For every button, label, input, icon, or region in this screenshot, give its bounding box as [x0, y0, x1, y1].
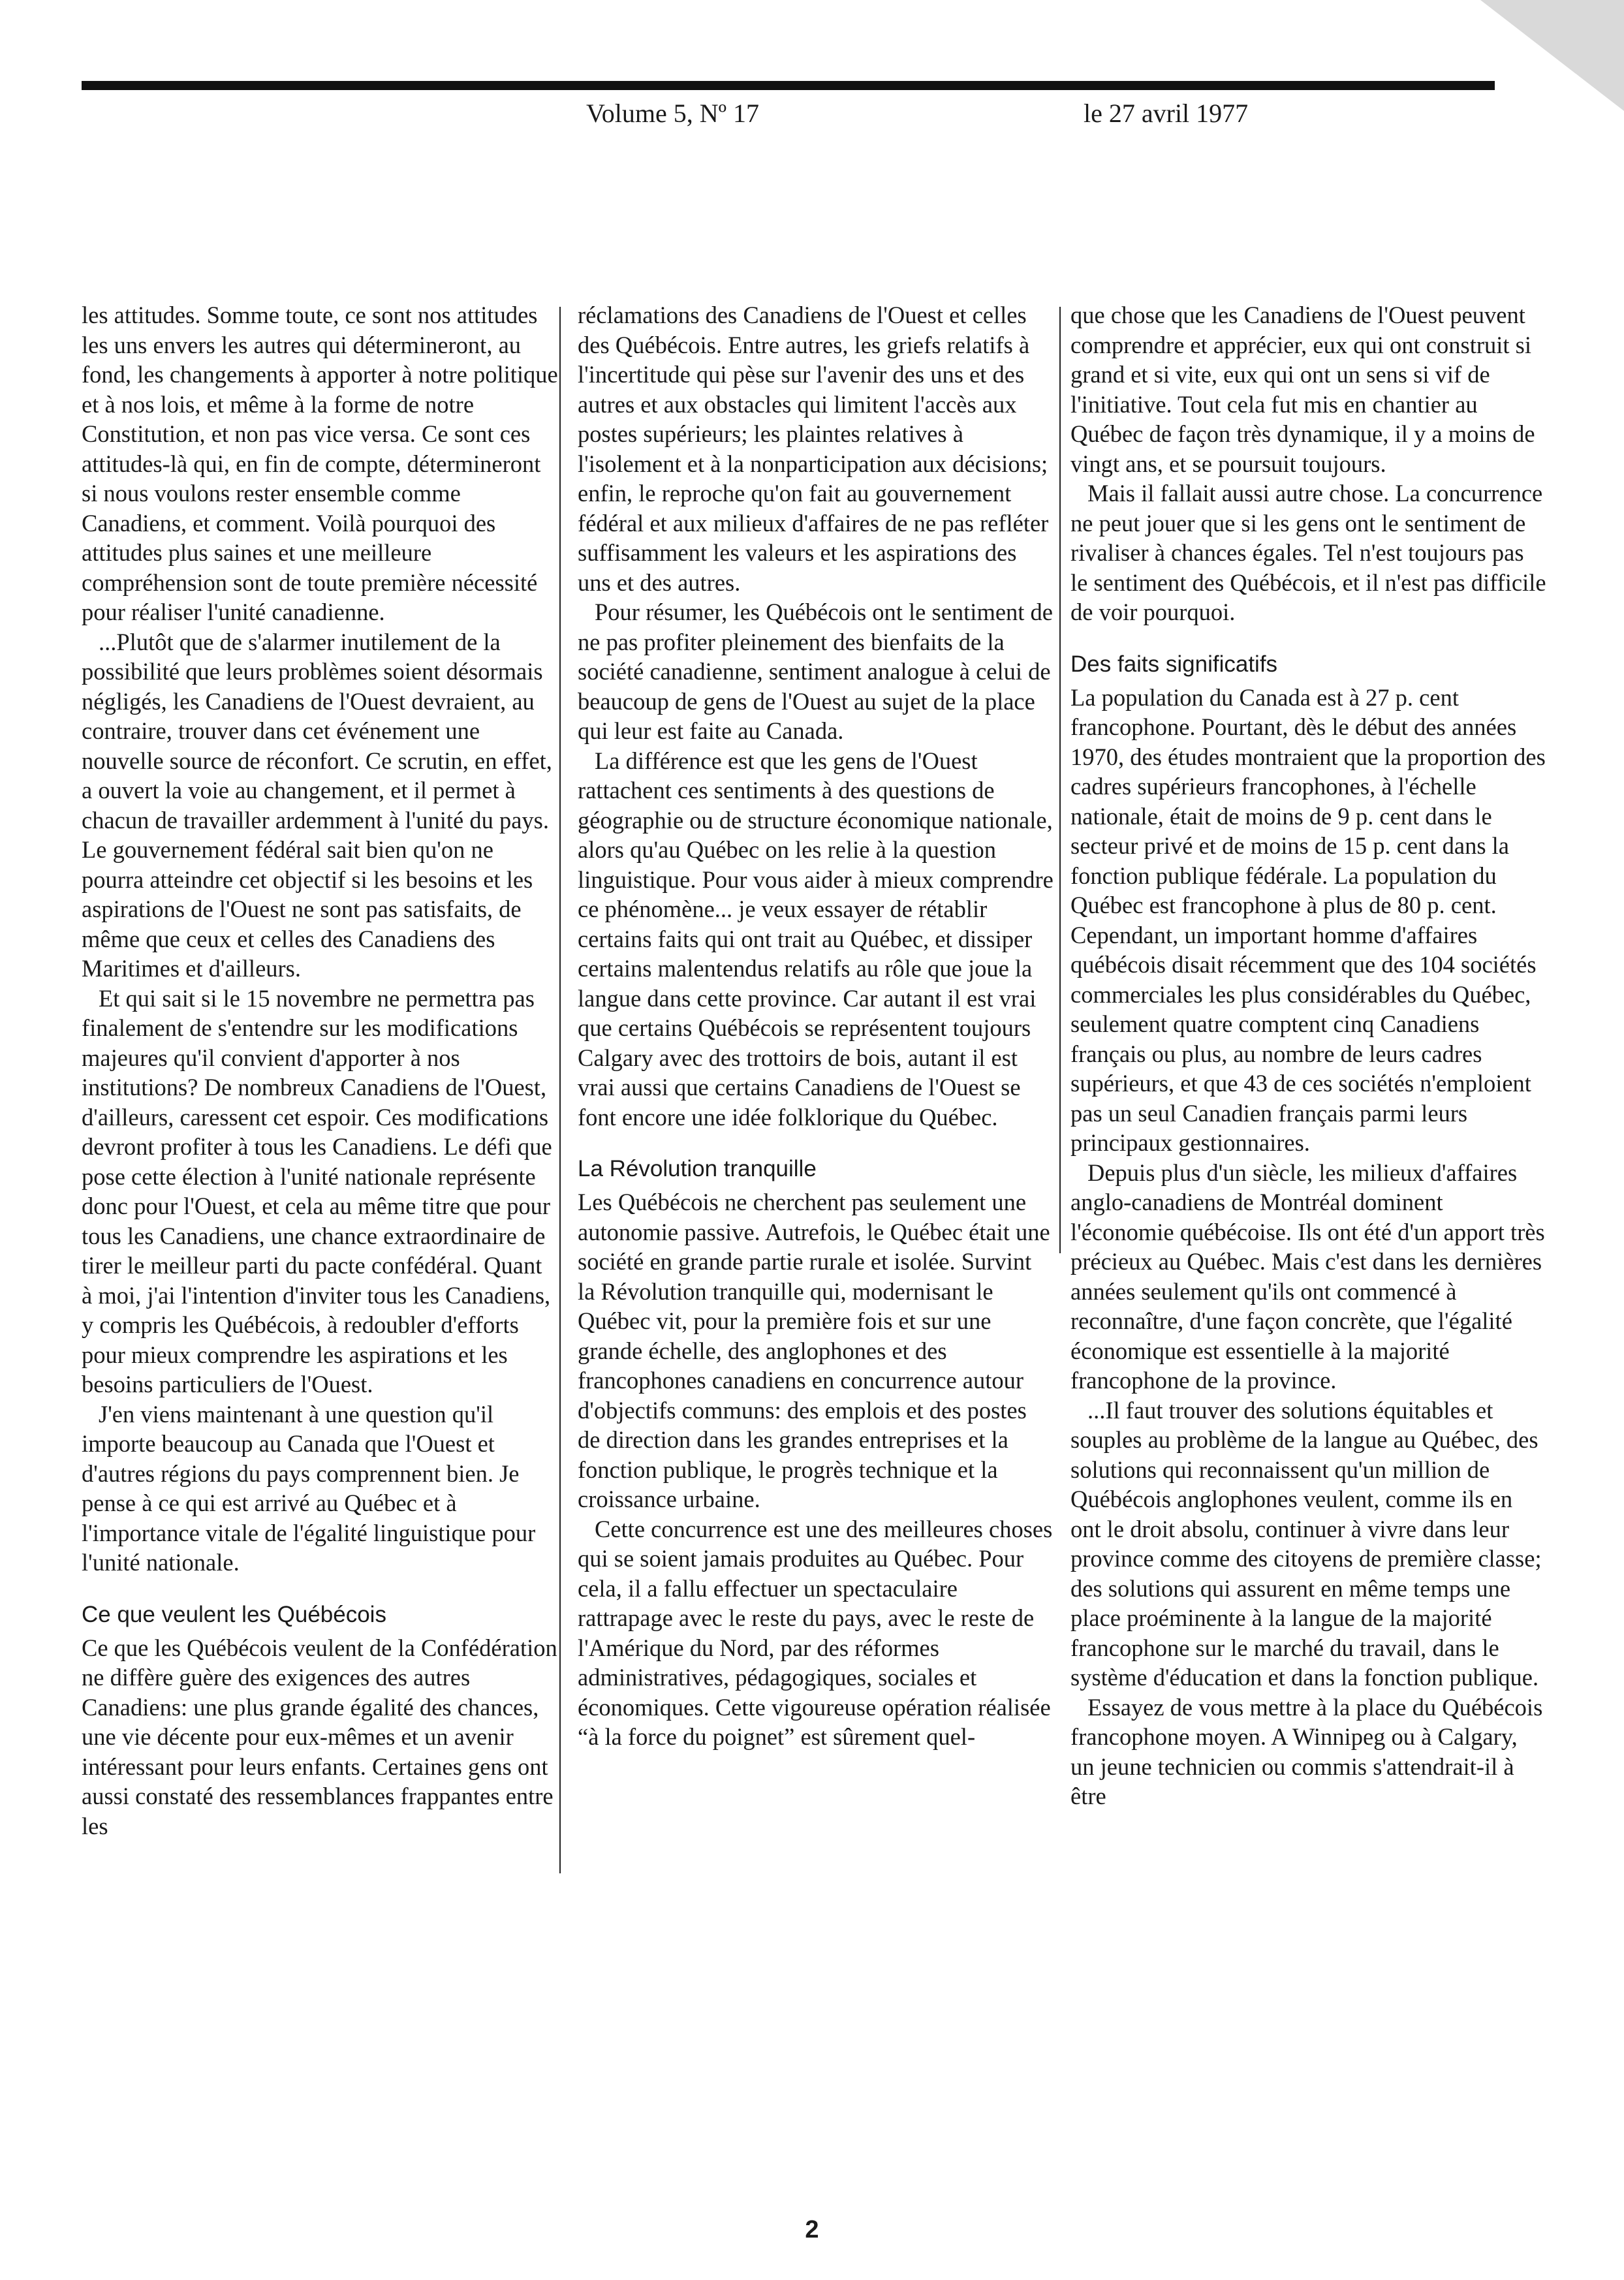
column-divider: [559, 307, 561, 1873]
paragraph: Depuis plus d'un siècle, les milieux d'affaires anglo-canadiens de Montréal dominent l'économie québécoise. Ils ont été d'un apport très précieux au Québec. Mais c'est dans les dernières années seulement qu'ils ont commencé à reconnaître, d'une façon concrète, que l'égalité économique est essentielle à la majorité francophone de la province.: [1070, 1159, 1545, 1394]
paragraph: La différence est que les gens de l'Ouest rattachent ces sentiments à des questions de géographie ou de structure économique nationale, alors qu'au Québec on les relie à la question linguistique. Pour vous aider à mieux comprendre ce phénomène... je veux essayer de rétablir certains faits qui ont trait au Québec, et dissiper certains malentendus relatifs au rôle que joue la langue dans cette province. Car autant il est vrai que certains Québécois se représentent toujours Calgary avec des trottoirs de bois, autant il est vrai aussi que certains Canadiens de l'Ouest se font encore une idée folklorique du Québec.: [578, 747, 1054, 1131]
paragraph: Mais il fallait aussi autre chose. La concurrence ne peut jouer que si les gens ont le sentiment de rivaliser à chances égales. Tel n'est toujours pas le sentiment des Québécois, et il n'est pas difficile de voir pourquoi.: [1070, 480, 1546, 625]
text-column-2: [578, 300, 1054, 1752]
paragraph: Et qui sait si le 15 novembre ne permettra pas finalement de s'entendre sur les modifications majeures qu'il convient d'apporter à nos institutions? De nombreux Canadiens de l'Ouest, d'ailleurs, caressent cet espoir. Ces modifications devront profiter à tous les Canadiens. Le défi que pose cette élection à l'unité nationale représente donc pour l'Ouest, et cela au même titre que pour tous les Canadiens, une chance extraordinaire de tirer le meilleur parti du pacte confédéral. Quant à moi, j'ai l'intention d'inviter tous les Canadiens, y compris les Québécois, à redoubler d'efforts pour mieux comprendre les aspirations et les besoins particuliers de l'Ouest.: [82, 984, 552, 1398]
paragraph: Pour résumer, les Québécois ont le sentiment de ne pas profiter pleinement des bienfaits de la société canadienne, sentiment analogue à celui de beaucoup de gens de l'Ouest au sujet de la place qui leur est faite au Canada.: [578, 599, 1054, 744]
paragraph: les attitudes. Somme toute, ce sont nos attitudes les uns envers les autres qui détermineront, au fond, les changements à apporter à notre politique et à nos lois, et même à la forme de notre Constitution, et non pas vice versa. Ce sont ces attitudes-là qui, en fin de compte, détermineront si nous voulons rester ensemble comme Canadiens, et comment. Voilà pourquoi des attitudes plus saines et une meilleure compréhension sont de toute première nécessité pour réaliser l'unité canadienne.: [82, 302, 558, 625]
paragraph: Essayez de vous mettre à la place du Québécois francophone moyen. A Winnipeg ou à Calgary, un jeune technicien ou commis s'attendrait-il à être: [1070, 1693, 1543, 1809]
paragraph: Les Québécois ne cherchent pas seulement une autonomie passive. Autrefois, le Québec était une société en grande partie rurale et isolée. Survint la Révolution tranquille qui, modernisant le Québec vit, pour la première fois et sur une grande échelle, des anglophones et des francophones canadiens en concurrence autour d'objectifs communs: des emplois et des postes de direction dans les grandes entreprises et la fonction publique, le progrès technique et la croissance urbaine.: [578, 1189, 1050, 1512]
page-number: 2: [805, 2216, 819, 2243]
paragraph: réclamations des Canadiens de l'Ouest et celles des Québécois. Entre autres, les griefs relatifs à l'incertitude qui pèse sur l'avenir des uns et des autres et aux obstacles qui limitent l'accès aux postes supérieurs; les plaintes relatives à l'isolement et à la nonparticipation aux décisions; enfin, le reproche qu'on fait au gouvernement fédéral et aux milieux d'affaires de ne pas refléter suffisamment les valeurs et les aspirations des uns et des autres.: [578, 302, 1049, 596]
paragraph: Cette concurrence est une des meilleures choses qui se soient jamais produites au Québec. Pour cela, il a fallu effectuer un spectaculaire rattrapage avec le reste du pays, avec le reste de l'Amérique du Nord, par des réformes administratives, pédagogiques, sociales et économiques. Cette vigoureuse opération réalisée “à la force du poignet” est sûrement quel-: [578, 1515, 1053, 1750]
paragraph: ...Il faut trouver des solutions équitables et souples au problème de la langue au Québec, des solutions qui reconnaissent qu'un million de Québécois anglophones veulent, comme ils en ont le droit absolu, continuer à vivre dans leur province comme des citoyens de première classe; des solutions qui assurent en même temps une place proéminente à la langue de la majorité francophone sur le marché du travail, dans le système d'éducation et dans la fonction publique.: [1070, 1396, 1542, 1691]
section-heading: Des faits significatifs: [1070, 651, 1278, 677]
paragraph: La population du Canada est à 27 p. cent francophone. Pourtant, dès le début des années 1970, des études montraient que la proportion des cadres supérieurs francophones, à l'échelle nationale, était de moins de 9 p. cent dans le secteur privé et de moins de 15 p. cent dans la fonction publique fédérale. La population du Québec est francophone à plus de 80 p. cent. Cependant, un important homme d'affaires québécois disait récemment que des 104 sociétés commerciales les plus considérables du Québec, seulement quatre comptent cinq Canadiens français ou plus, au nombre de leurs cadres supérieurs, et que 43 de ces sociétés n'emploient pas un seul Canadien français parmi leurs principaux gestionnaires.: [1070, 683, 1546, 1156]
volume-number: Volume 5, Nº 17: [586, 99, 759, 128]
text-column-1: [82, 300, 558, 1841]
paragraph: J'en viens maintenant à une question qu'il importe beaucoup au Canada que l'Ouest et d'autres régions du pays comprennent bien. Je pense à ce qui est arrivé au Québec et à l'importance vitale de l'égalité linguistique pour l'unité nationale.: [82, 1400, 536, 1576]
section-heading: Ce que veulent les Québécois: [82, 1601, 386, 1627]
issue-date: le 27 avril 1977: [1084, 99, 1249, 128]
page-corner-fold: [1480, 0, 1624, 111]
column-divider: [1059, 307, 1061, 1253]
paragraph: Ce que les Québécois veulent de la Confédération ne diffère guère des exigences des autres Canadiens: une plus grande égalité des chances, une vie décente pour eux-mêmes et un avenir intéressant pour leurs enfants. Certaines gens ont aussi constaté des ressemblances frappantes entre les: [82, 1634, 557, 1839]
masthead: [0, 98, 1624, 137]
paragraph: ...Plutôt que de s'alarmer inutilement de la possibilité que leurs problèmes soient désormais négligés, les Canadiens de l'Ouest devraient, au contraire, trouver dans cet événement une nouvelle source de réconfort. Ce scrutin, en effet, a ouvert la voie au changement, et il permet à chacun de travailler ardemment à l'unité du pays. Le gouvernement fédéral sait bien qu'on ne pourra atteindre cet objectif si les besoins et les aspirations de l'Ouest ne sont pas satisfaits, de même que ceux et celles des Canadiens des Maritimes et d'ailleurs.: [82, 628, 552, 982]
text-column-3: [1070, 300, 1547, 1811]
paragraph: que chose que les Canadiens de l'Ouest peuvent comprendre et apprécier, eux qui ont construit si grand et si vite, eux qui ont un sens si vif de l'initiative. Tout cela fut mis en chantier au Québec de façon très dynamique, il y a moins de vingt ans, et se poursuit toujours.: [1070, 302, 1535, 477]
section-heading: La Révolution tranquille: [578, 1156, 817, 1181]
masthead-rule: [82, 81, 1495, 90]
